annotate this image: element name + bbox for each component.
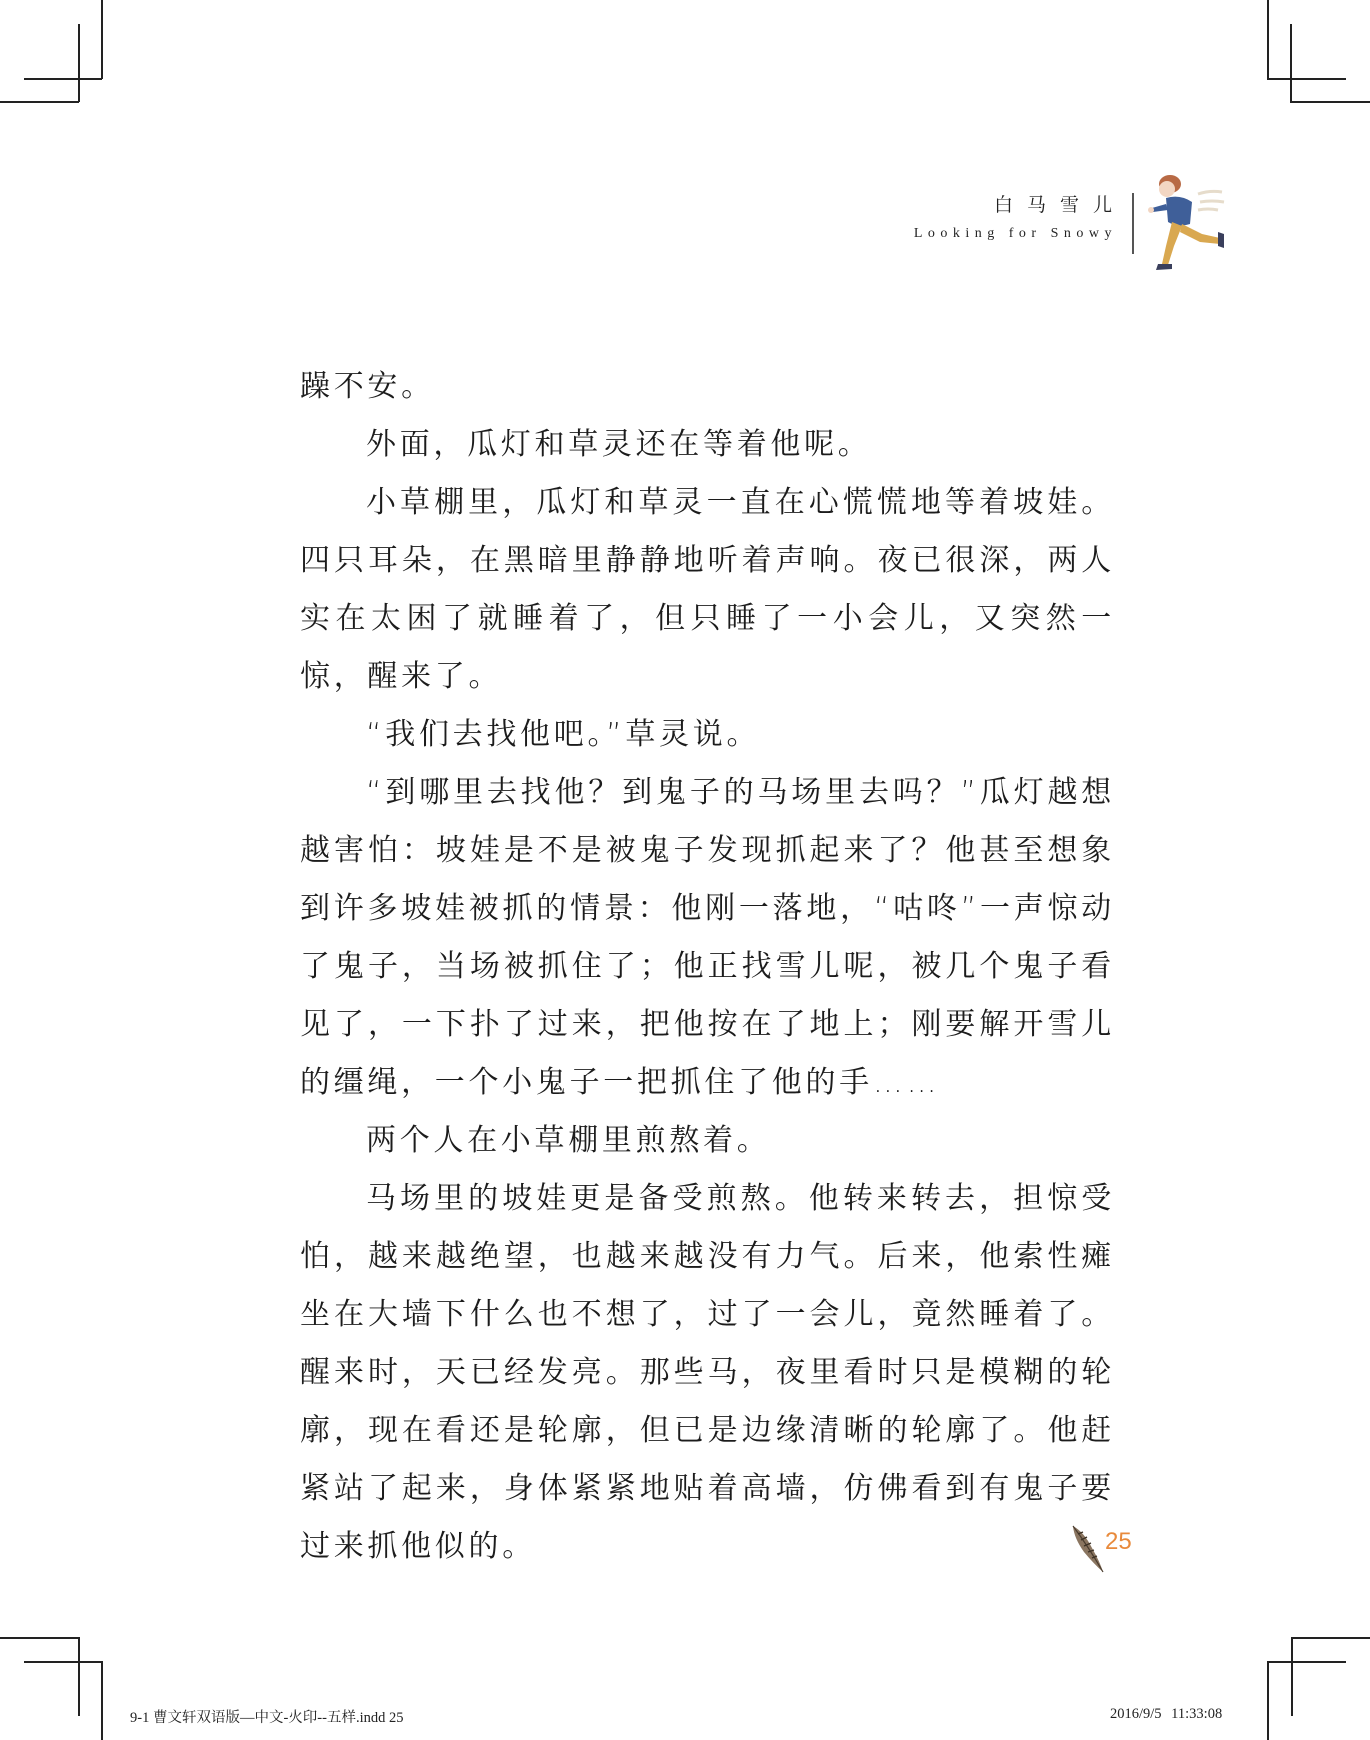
print-slug-filename: 9-1 曹文轩双语版—中文-火印--五样.indd 25: [130, 1710, 404, 1726]
paragraph: 小草棚里，瓜灯和草灵一直在心慌慌地等着坡娃。四只耳朵，在黑暗里静静地听着声响。夜已很深，两人实在太困了就睡着了，但只睡了一小会儿，又突然一惊，醒来了。: [300, 485, 1115, 694]
book-title-cn: 白马雪儿: [993, 194, 1126, 216]
header-divider: [1132, 193, 1134, 254]
crop-mark: [1290, 24, 1292, 102]
crop-mark: [78, 24, 80, 102]
book-title-en: Looking for Snowy: [913, 226, 1117, 241]
crop-mark: [1291, 1637, 1370, 1639]
paragraph: “我们去找他吧。”草灵说。: [366, 717, 761, 752]
feather-icon: [1070, 1522, 1106, 1574]
crop-mark: [1267, 78, 1346, 80]
crop-mark: [1291, 1637, 1293, 1716]
crop-mark: [1267, 1661, 1346, 1663]
running-head: [913, 192, 1126, 246]
chapter-body: [300, 358, 1115, 1576]
page-number-block: [1070, 1522, 1140, 1574]
paragraph: 躁不安。: [300, 369, 435, 404]
paragraph: 外面，瓜灯和草灵还在等着他呢。: [366, 427, 872, 462]
crop-mark: [0, 101, 79, 103]
print-slug-timestamp: 2016/9/5 11:33:08: [1110, 1706, 1223, 1722]
crop-mark: [24, 1661, 102, 1663]
crop-mark: [78, 1637, 80, 1716]
crop-mark: [0, 1637, 79, 1639]
crop-mark: [101, 1661, 103, 1740]
crop-mark: [101, 0, 103, 79]
paragraph: “到哪里去找他？到鬼子的马场里去吗？”瓜灯越想越害怕：坡娃是不是被鬼子发现抓起来了？他甚至想象到许多坡娃被抓的情景：他刚一落地，“咕咚”一声惊动了鬼子，当场被抓住了；他正找雪儿呢，被几个鬼子看见了，一下扑了过来，把他按在了地上；刚要解开雪儿的缰绳，一个小鬼子一把抓住了他的手……: [300, 775, 1115, 1100]
crop-mark: [1290, 101, 1370, 103]
crop-mark: [1267, 0, 1269, 79]
crop-mark: [1267, 1661, 1269, 1740]
page-number: 25: [1105, 1528, 1132, 1555]
paragraph: 两个人在小草棚里煎熬着。: [366, 1123, 771, 1158]
running-boy-illustration: [1140, 172, 1230, 276]
paragraph: 马场里的坡娃更是备受煎熬。他转来转去，担惊受怕，越来越绝望，也越来越没有力气。后来，他索性瘫坐在大墙下什么也不想了，过了一会儿，竟然睡着了。醒来时，天已经发亮。那些马，夜里看时只是模糊的轮廓，现在看还是轮廓，但已是边缘清晰的轮廓了。他赶紧站了起来，身体紧紧地贴着高墙，仿佛看到有鬼子要过来抓他似的。: [300, 1181, 1115, 1564]
crop-mark: [24, 78, 102, 80]
